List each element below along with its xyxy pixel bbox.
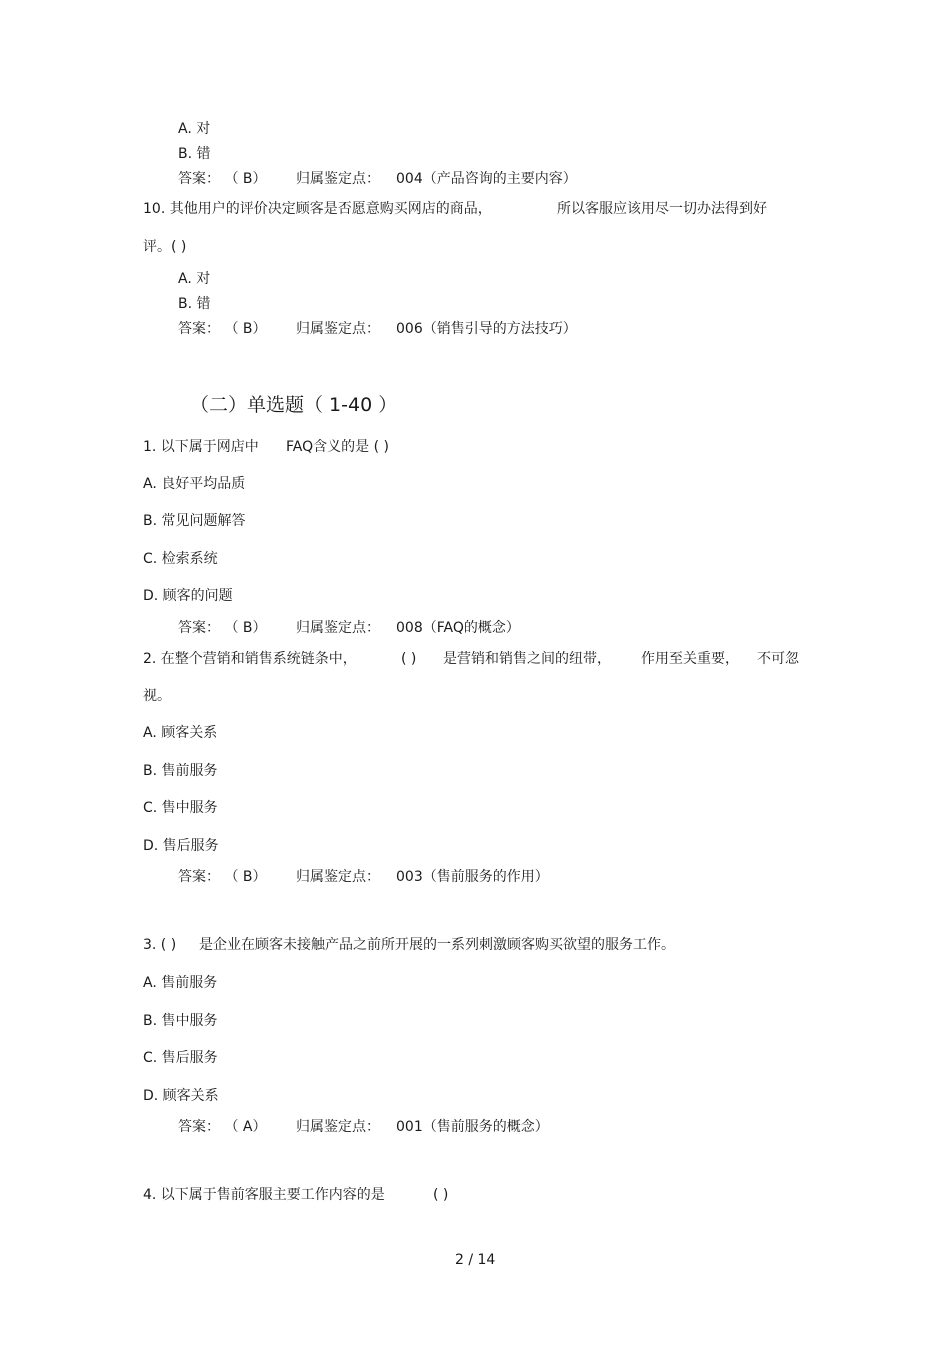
s4-text-b: ( ) [433, 1187, 449, 1203]
s2-option-c: C. 售中服务 [143, 800, 218, 816]
page-number: 2 / 14 [455, 1252, 496, 1268]
s1-text-a: 1. 以下属于网店中 [143, 439, 259, 455]
s1-option-c: C. 检索系统 [143, 551, 218, 567]
s2-question-line2: 视。 [143, 688, 171, 704]
point-value: 001（售前服务的概念） [396, 1119, 549, 1135]
point-label: 归属鉴定点： [296, 321, 380, 337]
q10-option-a: A. 对 [178, 271, 211, 287]
s2-text-d: 作用至关重要， [641, 651, 739, 667]
s3-text-a: 3. ( ) [143, 937, 177, 953]
s2-option-b: B. 售前服务 [143, 763, 218, 779]
s2-text-e: 不可忽 [757, 651, 799, 667]
s3-option-d: D. 顾客关系 [143, 1088, 219, 1104]
q10-text-b: 所以客服应该用尽一切办法得到好 [557, 201, 767, 217]
answer-text: 答案： （ B） [178, 620, 267, 636]
q9-option-a: A. 对 [178, 121, 211, 137]
point-value: 004（产品咨询的主要内容） [396, 171, 577, 187]
s2-text-b: ( ) [401, 651, 417, 667]
q10-option-b: B. 错 [178, 296, 211, 312]
answer-text: 答案： （ B） [178, 171, 267, 187]
point-value: 006（销售引导的方法技巧） [396, 321, 577, 337]
s1-option-d: D. 顾客的问题 [143, 588, 233, 604]
s4-text-a: 4. 以下属于售前客服主要工作内容的是 [143, 1187, 385, 1203]
s1-option-a: A. 良好平均品质 [143, 476, 246, 492]
q10-question-line2: 评。( ) [143, 239, 187, 255]
s3-text-b: 是企业在顾客未接触产品之前所开展的一系列刺激顾客购买欲望的服务工作。 [199, 937, 675, 953]
answer-text: 答案： （ B） [178, 869, 267, 885]
s3-option-c: C. 售后服务 [143, 1050, 218, 1066]
s2-text-c: 是营销和销售之间的纽带， [443, 651, 611, 667]
point-label: 归属鉴定点： [296, 171, 380, 187]
s2-text-a: 2. 在整个营销和销售系统链条中， [143, 651, 357, 667]
point-label: 归属鉴定点： [296, 620, 380, 636]
point-label: 归属鉴定点： [296, 1119, 380, 1135]
section-heading: （二）单选题（ 1-40 ） [190, 394, 398, 416]
s2-option-a: A. 顾客关系 [143, 725, 218, 741]
s1-text-b: FAQ含义的是 ( ) [286, 439, 389, 455]
answer-text: 答案： （ B） [178, 321, 267, 337]
s3-option-b: B. 售中服务 [143, 1013, 218, 1029]
point-value: 008（FAQ的概念） [396, 620, 520, 636]
point-label: 归属鉴定点： [296, 869, 380, 885]
point-value: 003（售前服务的作用） [396, 869, 549, 885]
s3-option-a: A. 售前服务 [143, 975, 218, 991]
s2-option-d: D. 售后服务 [143, 838, 219, 854]
q9-option-b: B. 错 [178, 146, 211, 162]
q10-text-a: 10. 其他用户的评价决定顾客是否愿意购买网店的商品， [143, 201, 492, 217]
answer-text: 答案： （ A） [178, 1119, 267, 1135]
s1-option-b: B. 常见问题解答 [143, 513, 246, 529]
